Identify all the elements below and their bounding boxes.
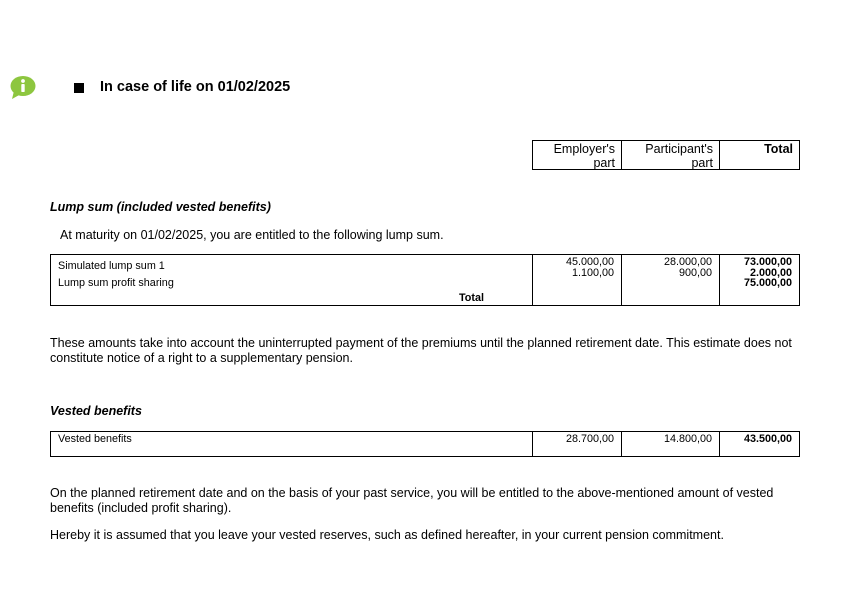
table-cell: 28.000,00 <box>663 256 712 268</box>
table-cell: 14.800,00 <box>663 433 712 445</box>
participant-values <box>622 432 720 456</box>
lump-sum-table <box>50 254 800 306</box>
participant-part-header: Participant's part <box>622 141 720 169</box>
employer-values <box>533 255 622 305</box>
table-cell: 43.500,00 <box>743 433 792 445</box>
table-row-label: Vested benefits <box>58 433 132 445</box>
info-icon[interactable] <box>10 76 36 100</box>
employer-values <box>533 432 622 456</box>
table-row-label: Lump sum profit sharing <box>58 277 174 289</box>
total-header: Total <box>764 142 793 156</box>
total-values <box>720 255 799 305</box>
table-row-label: Simulated lump sum 1 <box>58 260 165 272</box>
participant-values <box>622 255 720 305</box>
page-title: In case of life on 01/02/2025 <box>100 79 291 95</box>
employer-part-header: Employer's part <box>533 141 622 169</box>
table-cell: 73.000,00 <box>743 256 792 268</box>
vested-benefits-note: On the planned retirement date and on the basis of your past service, you will be entitled to the above-mentioned amount of vested benefits (included profit sharing). <box>50 486 774 515</box>
table-cell: 1.100,00 <box>571 266 614 279</box>
total-label: Total <box>459 292 484 304</box>
vested-benefits-table <box>50 431 800 457</box>
total-values <box>720 432 799 456</box>
table-cell: 45.000,00 <box>565 256 614 268</box>
table-cell: 2.000,00 <box>749 266 792 279</box>
column-header-table <box>532 140 800 170</box>
vested-benefits-section-title: Vested benefits <box>50 404 142 418</box>
lump-sum-intro: At maturity on 01/02/2025, you are entitled to the following lump sum. <box>60 228 444 242</box>
vested-reserves-note: Hereby it is assumed that you leave your vested reserves, such as defined hereafter, in your current pension commitment. <box>50 528 724 542</box>
grand-total-cell: 75.000,00 <box>743 277 792 289</box>
table-cell: 28.700,00 <box>565 433 614 445</box>
lump-sum-section-title: Lump sum (included vested benefits) <box>50 200 271 214</box>
lump-sum-note: These amounts take into account the uninterrupted payment of the premiums until the planned retirement date. This estimate does not constitute notice of a right to a supplementary pension. <box>50 336 792 365</box>
table-cell: 900,00 <box>678 266 712 279</box>
lump-sum-labels <box>51 255 533 305</box>
vested-labels <box>51 432 533 456</box>
square-bullet-icon <box>74 83 84 93</box>
